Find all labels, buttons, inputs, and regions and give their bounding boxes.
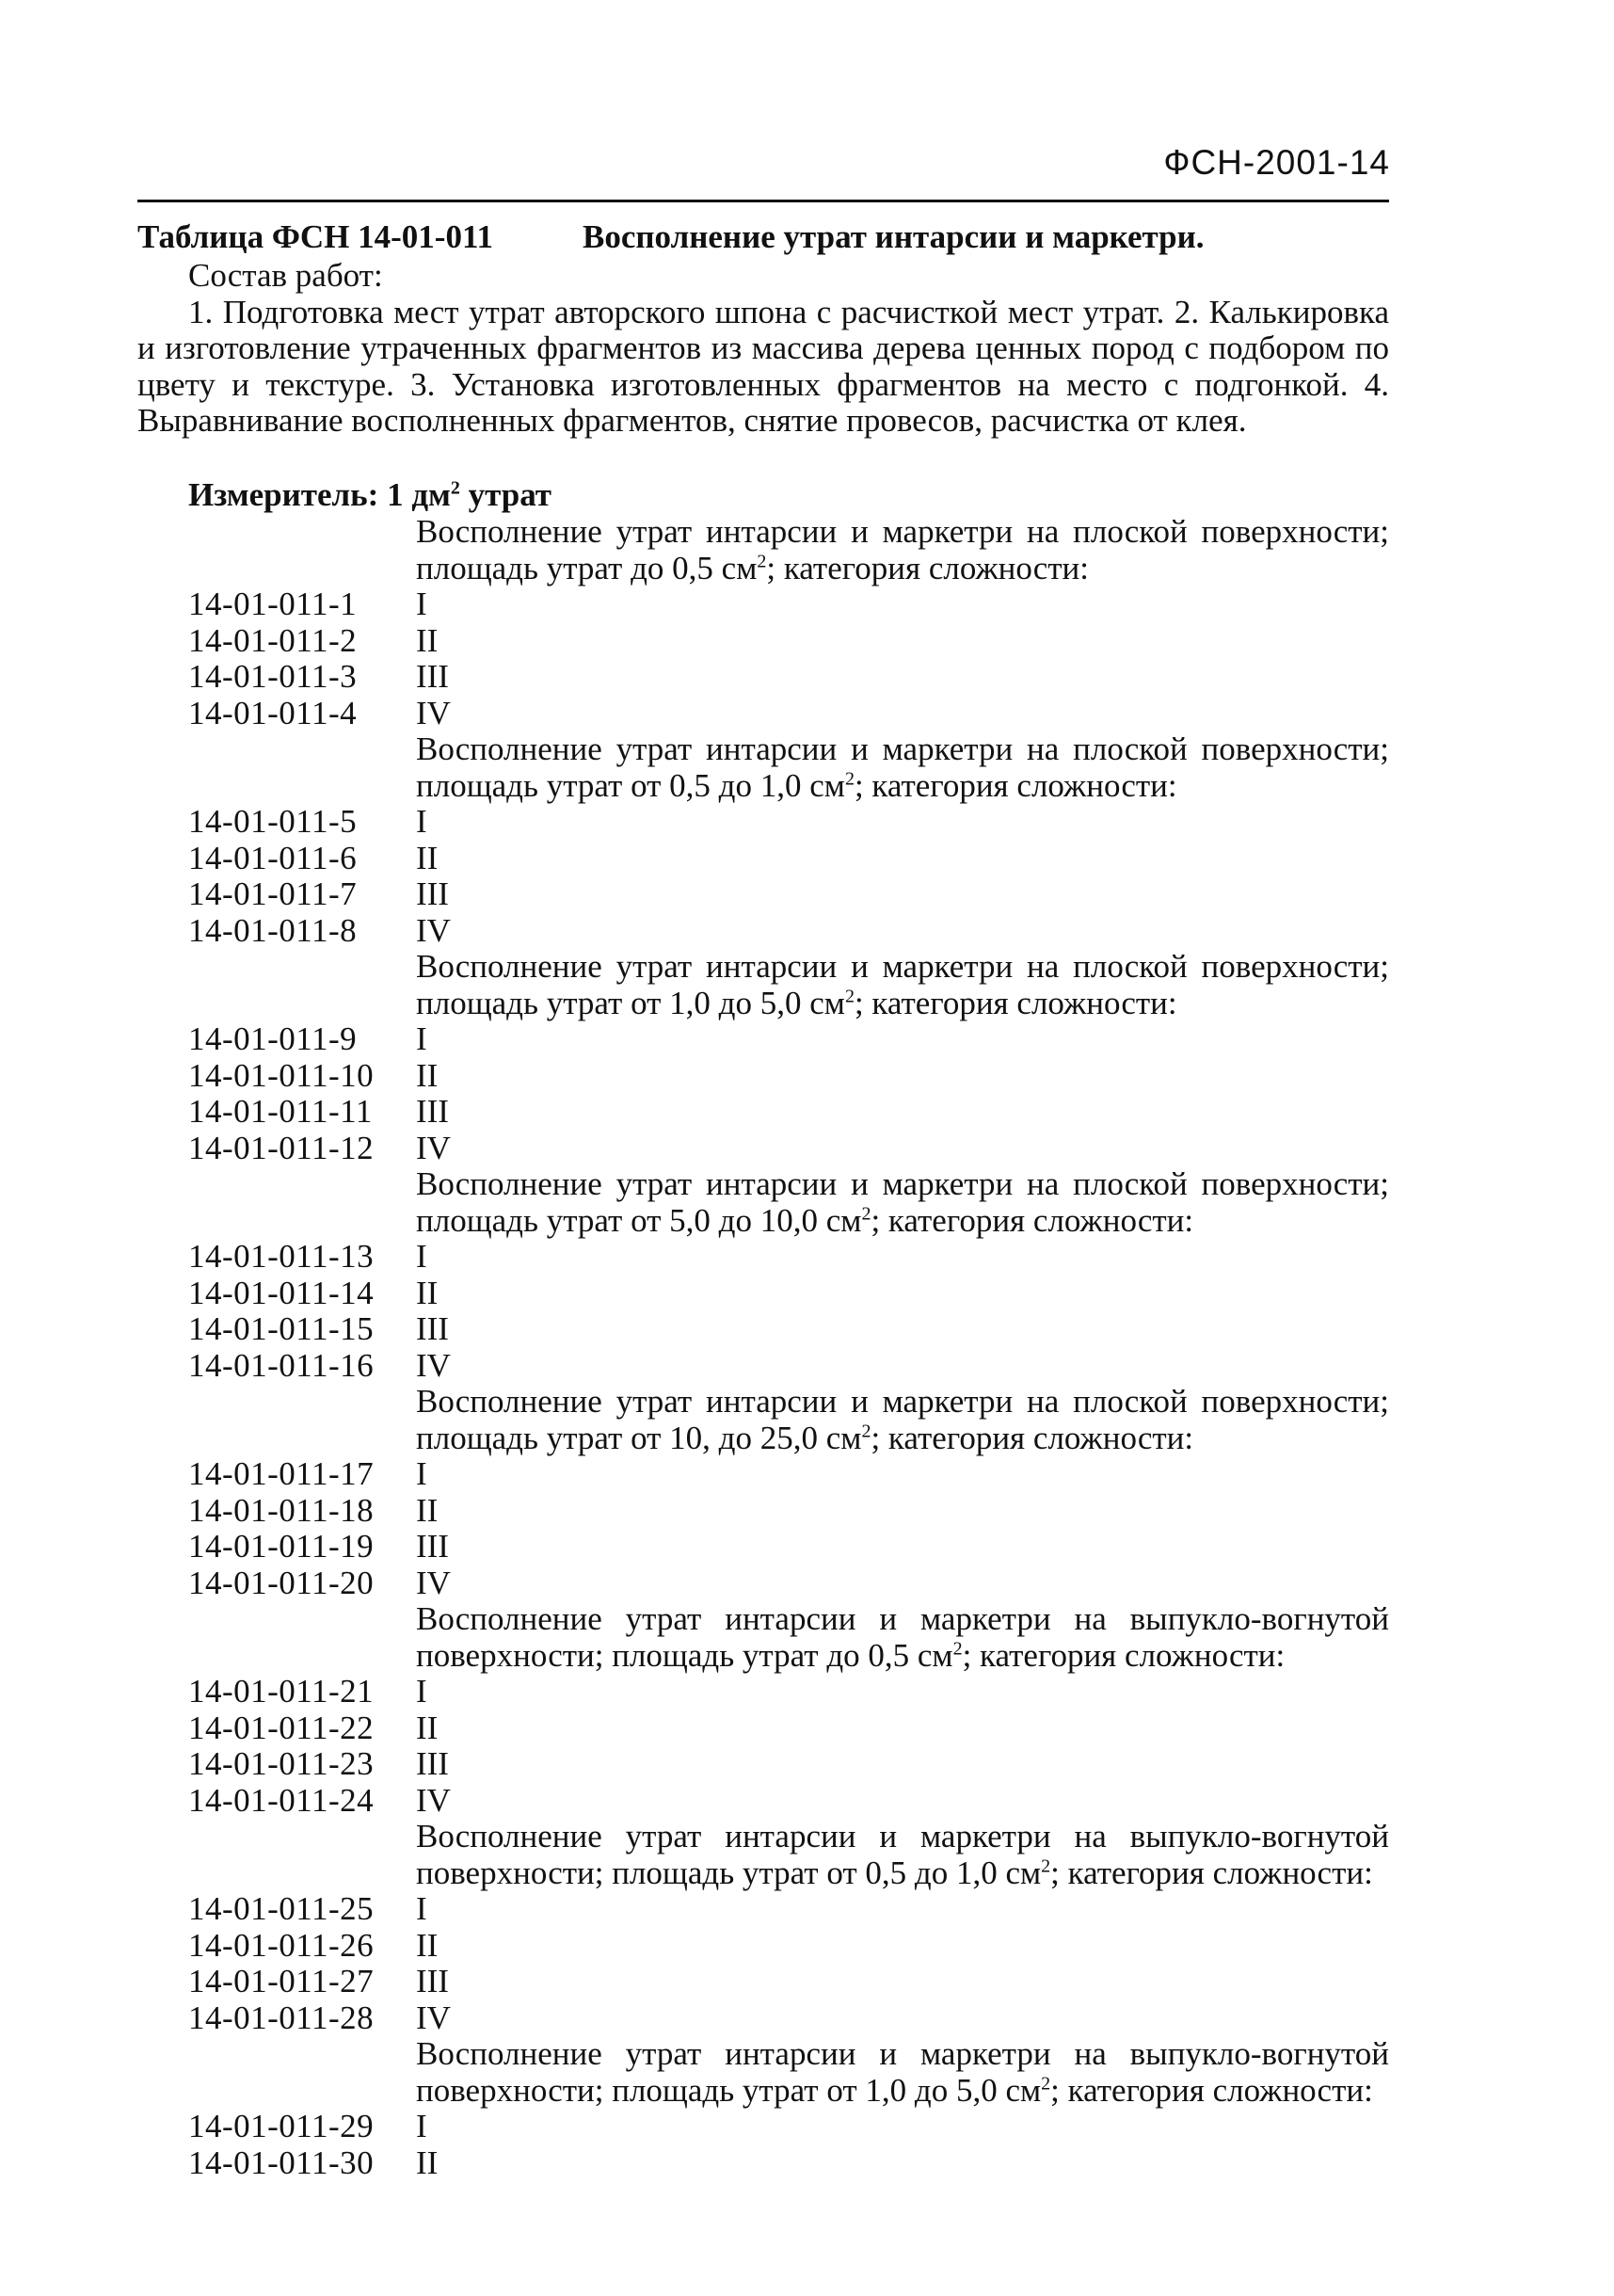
group-description-text: Восполнение утрат интарсии и маркетри на плоской поверхности; площадь утрат от 10, до 25,0 см: [416, 1383, 1389, 1456]
norm-code: 14-01-011-5: [188, 803, 358, 840]
group-description: [416, 949, 1389, 1021]
complexity-category: I: [416, 2108, 427, 2144]
norm-code: 14-01-011-10: [188, 1056, 375, 1094]
group-description-text: Восполнение утрат интарсии и маркетри на плоской поверхности; площадь утрат до 0,5 см: [416, 513, 1389, 586]
norm-code: 14-01-011-11: [188, 1093, 373, 1130]
norm-row: [188, 1565, 1389, 1602]
norm-row: [188, 1964, 1389, 2000]
norm-entries: [188, 514, 1389, 2181]
complexity-category: III: [416, 1093, 449, 1130]
norm-code: 14-01-011-26: [188, 1926, 375, 1964]
norm-row: [188, 1529, 1389, 1565]
norm-code: 14-01-011-28: [188, 1999, 375, 2036]
group-description: [416, 1601, 1389, 1674]
complexity-category: III: [416, 1310, 449, 1347]
unit-superscript: 2: [844, 767, 855, 789]
norm-row: [188, 623, 1389, 660]
table-number: Таблица ФСН 14-01-011: [137, 218, 494, 255]
complexity-category: I: [416, 1020, 427, 1057]
norm-code: 14-01-011-8: [188, 911, 358, 949]
norm-row: [188, 1891, 1389, 1928]
norm-code: 14-01-011-3: [188, 658, 358, 695]
norm-row: [188, 696, 1389, 732]
complexity-category: III: [416, 658, 449, 695]
norm-row: [188, 2145, 1389, 2182]
measure-suffix: утрат: [459, 476, 551, 513]
norm-code: 14-01-011-4: [188, 694, 358, 731]
norm-row: [188, 1928, 1389, 1965]
complexity-category: II: [416, 839, 439, 876]
group-description-text: Восполнение утрат интарсии и маркетри на выпукло-вогнутой поверхности; площадь утрат до 0,5 см: [416, 1600, 1389, 1674]
complexity-category: II: [416, 1926, 439, 1964]
running-header: ФСН-2001-14: [1163, 143, 1390, 182]
complexity-category: I: [416, 803, 427, 840]
group-description: [416, 1384, 1389, 1456]
group-description-tail: ; категория сложности:: [871, 1419, 1194, 1456]
group-description-text: Восполнение утрат интарсии и маркетри на плоской поверхности; площадь утрат от 0,5 до 1,0 см: [416, 731, 1389, 804]
group-description-text: Восполнение утрат интарсии и маркетри на выпукло-вогнутой поверхности; площадь утрат от 0,5 до 1,0 см: [416, 1818, 1389, 1891]
norm-row: [188, 1348, 1389, 1385]
norm-code: 14-01-011-20: [188, 1564, 375, 1601]
norm-code: 14-01-011-9: [188, 1020, 358, 1057]
complexity-category: IV: [416, 1129, 451, 1166]
complexity-category: IV: [416, 1346, 451, 1384]
complexity-category: IV: [416, 1781, 451, 1819]
composition-of-work: [137, 258, 1389, 440]
group-description-text: Восполнение утрат интарсии и маркетри на плоской поверхности; площадь утрат от 1,0 до 5,0 см: [416, 948, 1389, 1021]
norm-row: [188, 1456, 1389, 1493]
complexity-category: III: [416, 875, 449, 912]
measure-unit: [188, 476, 551, 514]
group-description-tail: ; категория сложности:: [766, 549, 1090, 586]
norm-code: 14-01-011-6: [188, 839, 358, 876]
group-description-tail: ; категория сложности:: [962, 1636, 1286, 1674]
norm-code: 14-01-011-2: [188, 621, 358, 659]
norm-code: 14-01-011-22: [188, 1709, 375, 1746]
group-description-text: Восполнение утрат интарсии и маркетри на выпукло-вогнутой поверхности; площадь утрат от 1,0 до 5,0 см: [416, 2035, 1389, 2109]
norm-row: [188, 1094, 1389, 1131]
measure-prefix: Измеритель: 1 дм: [188, 476, 451, 513]
complexity-category: IV: [416, 1564, 451, 1601]
norm-row: [188, 804, 1389, 841]
norm-code: 14-01-011-23: [188, 1745, 375, 1782]
norm-code: 14-01-011-15: [188, 1310, 375, 1347]
norm-row: [188, 2109, 1389, 2145]
unit-superscript: 2: [844, 985, 855, 1006]
group-description: [416, 731, 1389, 804]
complexity-category: III: [416, 1745, 449, 1782]
header-rule: [137, 200, 1389, 202]
complexity-category: II: [416, 1274, 439, 1311]
complexity-category: IV: [416, 694, 451, 731]
norm-code: 14-01-011-17: [188, 1455, 375, 1492]
complexity-category: IV: [416, 911, 451, 949]
group-description-tail: ; категория сложности:: [1050, 2071, 1373, 2109]
norm-row: [188, 1783, 1389, 1820]
norm-row: [188, 1021, 1389, 1058]
norm-row: [188, 1276, 1389, 1312]
complexity-category: I: [416, 1238, 427, 1275]
norm-row: [188, 1311, 1389, 1348]
complexity-category: II: [416, 1709, 439, 1746]
complexity-category: I: [416, 1455, 427, 1492]
norm-row: [188, 1493, 1389, 1530]
norm-row: [188, 586, 1389, 623]
composition-label: Состав работ:: [188, 257, 383, 294]
table-title: Восполнение утрат интарсии и маркетри.: [583, 218, 1205, 255]
norm-code: 14-01-011-25: [188, 1890, 375, 1927]
table-title-row: [137, 218, 1389, 256]
group-description-tail: ; категория сложности:: [854, 984, 1177, 1021]
group-description-tail: ; категория сложности:: [871, 1201, 1194, 1239]
norm-code: 14-01-011-18: [188, 1491, 375, 1529]
norm-code: 14-01-011-16: [188, 1346, 375, 1384]
norm-code: 14-01-011-13: [188, 1238, 375, 1275]
unit-superscript: 2: [861, 1420, 871, 1441]
complexity-category: IV: [416, 1999, 451, 2036]
norm-code: 14-01-011-27: [188, 1963, 375, 1999]
group-description: [416, 514, 1389, 586]
norm-row: [188, 841, 1389, 877]
unit-superscript: 2: [1041, 2072, 1051, 2094]
norm-code: 14-01-011-7: [188, 875, 358, 912]
group-description: [416, 1819, 1389, 1891]
norm-code: 14-01-011-24: [188, 1781, 375, 1819]
unit-superscript: 2: [1041, 1854, 1051, 1876]
complexity-category: II: [416, 621, 439, 659]
group-description-tail: ; категория сложности:: [1050, 1854, 1373, 1891]
norm-row: [188, 1058, 1389, 1095]
complexity-category: III: [416, 1963, 449, 1999]
norm-code: 14-01-011-21: [188, 1673, 375, 1710]
unit-superscript: 2: [757, 550, 767, 571]
unit-superscript: 2: [861, 1202, 871, 1224]
norm-row: [188, 1131, 1389, 1167]
group-description-text: Восполнение утрат интарсии и маркетри на плоской поверхности; площадь утрат от 5,0 до 10,0 см: [416, 1165, 1389, 1239]
norm-row: [188, 876, 1389, 913]
norm-row: [188, 659, 1389, 696]
complexity-category: II: [416, 1491, 439, 1529]
norm-row: [188, 2000, 1389, 2037]
complexity-category: II: [416, 1056, 439, 1094]
norm-row: [188, 1746, 1389, 1783]
norm-row: [188, 1710, 1389, 1747]
norm-row: [188, 1239, 1389, 1276]
complexity-category: I: [416, 586, 427, 622]
norm-code: 14-01-011-19: [188, 1528, 375, 1565]
complexity-category: III: [416, 1528, 449, 1565]
complexity-category: II: [416, 2143, 439, 2181]
norm-code: 14-01-011-12: [188, 1129, 375, 1166]
norm-code: 14-01-011-1: [188, 586, 358, 622]
measure-sup: 2: [450, 477, 460, 499]
complexity-category: I: [416, 1673, 427, 1710]
unit-superscript: 2: [952, 1637, 963, 1659]
group-description: [416, 2036, 1389, 2109]
composition-text: 1. Подготовка мест утрат авторского шпона с расчисткой мест утрат. 2. Калькировка и изготовление утраченных фрагментов из массива дерева ценных пород с подбором по цвету и текстуре. 3. Установка изготовленных фрагментов на место с подгонкой. 4. Выравнивание восполненных фрагментов, снятие провесов, расчистка от клея.: [137, 293, 1389, 439]
norm-row: [188, 1674, 1389, 1710]
norm-code: 14-01-011-29: [188, 2108, 375, 2144]
norm-row: [188, 913, 1389, 950]
norm-code: 14-01-011-30: [188, 2143, 375, 2181]
group-description-tail: ; категория сложности:: [854, 766, 1177, 804]
group-description: [416, 1166, 1389, 1239]
norm-code: 14-01-011-14: [188, 1274, 375, 1311]
complexity-category: I: [416, 1890, 427, 1927]
